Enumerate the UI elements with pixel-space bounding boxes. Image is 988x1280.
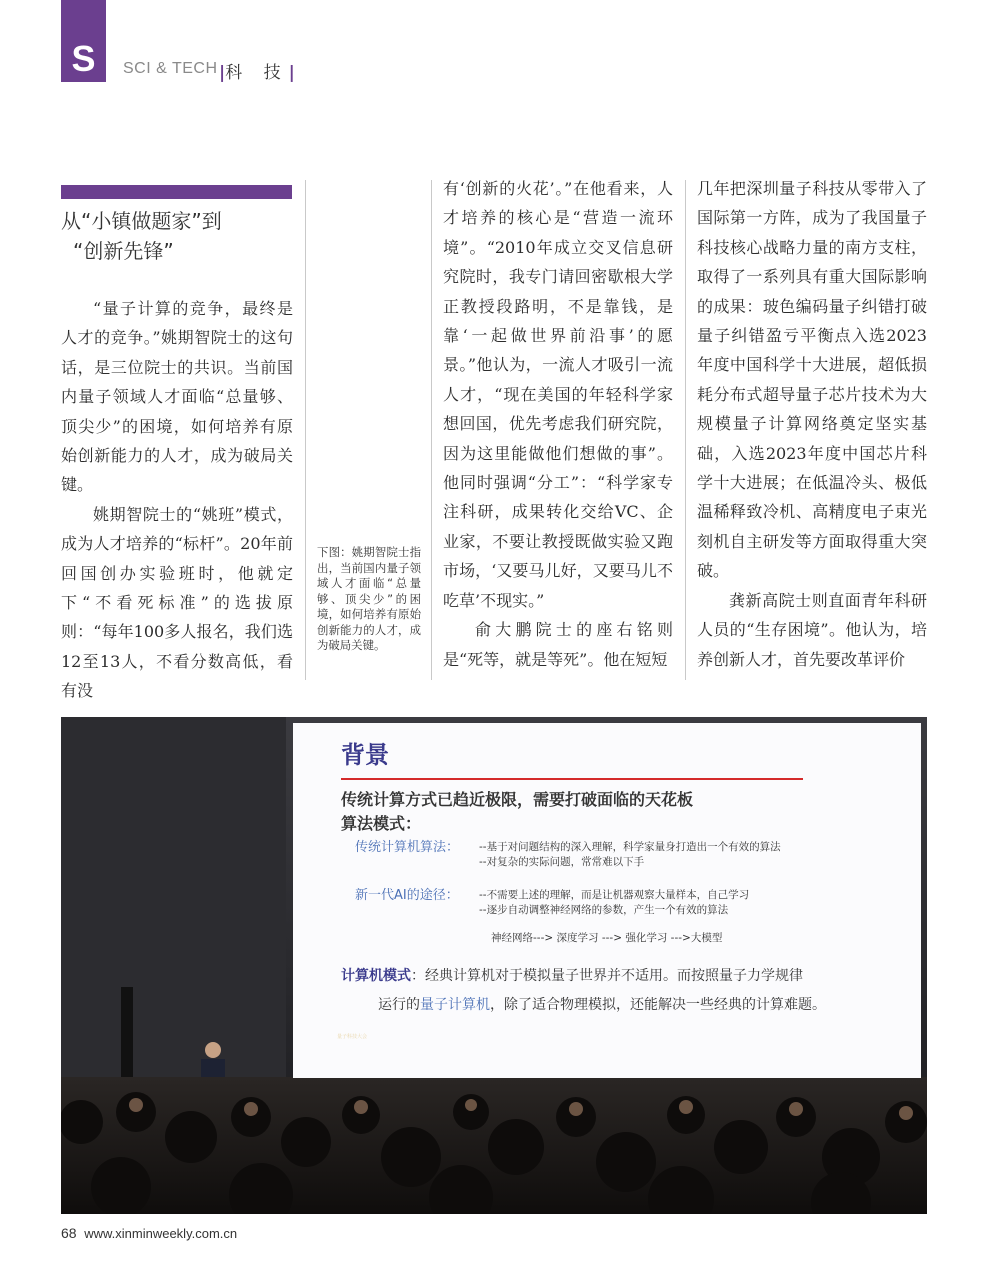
page-footer xyxy=(61,1225,237,1241)
paragraph: 龚新高院士则直面青年科研人员的“生存困境”。他认为，培养创新人才，首先要改革评价 xyxy=(697,590,927,669)
section-label-zh xyxy=(219,58,295,83)
column-divider xyxy=(685,180,686,680)
photo-caption: 下图：姚期智院士指出，当前国内量子领域人才面临“总量够、顶尖少”的困境，如何培养有原始创新能力的人才，成为破局关键。 xyxy=(317,545,421,652)
section-bar-right: | xyxy=(288,63,295,83)
section-bar-left: | xyxy=(219,63,226,83)
host-head xyxy=(205,1042,221,1058)
subheading xyxy=(61,206,301,266)
slide-cm-label: 计算机模式 xyxy=(341,968,411,984)
site-url[interactable]: www.xinminweekly.com.cn xyxy=(84,1226,238,1241)
column-divider xyxy=(305,180,306,680)
subheading-line-1: 从“小镇做题家”到 xyxy=(61,209,222,233)
section-title-zh: 科 技 xyxy=(225,63,289,83)
slide-trad-label: 传统计算机算法： xyxy=(355,840,460,855)
article-column-3 xyxy=(443,174,673,674)
slide-title-rule xyxy=(341,778,803,780)
column-divider xyxy=(431,180,432,680)
slide-chain: 神经网络---> 深度学习 ---> 强化学习 --->大模型 xyxy=(491,932,723,944)
page-number: 68 xyxy=(61,1225,77,1241)
slide-ai-label: 新一代AI的途径： xyxy=(355,888,459,903)
slide-title: 背景 xyxy=(341,741,389,769)
section-badge: S xyxy=(61,0,106,82)
slide-ai-line-1: --不需要上述的理解，而是让机器观察大量样本，自己学习 xyxy=(479,889,750,901)
slide-computer-mode xyxy=(341,965,803,985)
slide-ai-line-2: --逐步自动调整神经网络的参数，产生一个有效的算法 xyxy=(479,904,729,916)
slide-cm2-highlight: 量子计算机 xyxy=(420,997,490,1013)
slide-computer-mode-line-2 xyxy=(378,994,826,1014)
conference-photo xyxy=(61,717,927,1214)
presentation-slide xyxy=(293,723,921,1078)
article-column-4 xyxy=(697,174,927,674)
paragraph: 有‘创新的火花’。”在他看来，人才培养的核心是“营造一流环境”。“2010年成立交叉信息研究院时，我专门请回密歇根大学正教授段路明，不是靠钱，是靠‘一起做世界前沿事’的愿景。”他认为，一流人才吸引一流人才，“现在美国的年轻科学家想回国，优先考虑我们研究院，因为这里能做他们想做的事”。他同时强调“分工”：“科学家专注科研，成果转化交给VC、企业家，不要让教授既做实验又跑市场，‘又要马儿好，又要马儿不吃草’不现实。” xyxy=(443,179,673,610)
paragraph: 姚期智院士的“姚班”模式，成为人才培养的“标杆”。20年前回国创办实验班时，他就定下“不看死标准”的选拔原则：“每年100多人报名，我们选12至13人，不看分数高低，看有没 xyxy=(61,504,293,701)
slide-cm2-pre: 运行的 xyxy=(378,997,420,1013)
slide-trad-line-1: --基于对问题结构的深入理解，科学家量身打造出一个有效的算法 xyxy=(479,841,781,853)
paragraph: 几年把深圳量子科技从零带入了国际第一方阵，成为了我国量子科技核心战略力量的南方支柱，取得了一系列具有重大国际影响的成果：玻色编码量子纠错打破量子纠错盈亏平衡点入选2023年度中国科学十大进展，超低损耗分布式超导量子芯片技术为大规模量子计算网络奠定坚实基础，入选2023年度中国芯片科学十大进展；在低温冷头、极低温稀释致冷机、高精度电子束光刻机自主研发等方面取得重大突破。 xyxy=(697,179,927,581)
slide-algo-mode: 算法模式： xyxy=(341,814,422,833)
subheading-bar xyxy=(61,185,292,199)
podium-sign: 量子科技大会 xyxy=(336,1034,367,1040)
section-label-en: SCI & TECH xyxy=(123,60,218,77)
subheading-line-2: “创新先锋” xyxy=(73,239,174,263)
slide-lead: 传统计算方式已趋近极限，需要打破面临的天花板 xyxy=(341,790,694,809)
slide-trad-line-2: --对复杂的实际问题，常常难以下手 xyxy=(479,856,645,868)
slide-cm-text: ：经典计算机对于模拟量子世界并不适用。而按照量子力学规律 xyxy=(411,968,803,984)
article-column-1 xyxy=(61,294,293,706)
paragraph: 俞大鹏院士的座右铭则是“死等，就是等死”。他在短短 xyxy=(443,620,673,669)
left-wall-panel xyxy=(61,717,286,1097)
paragraph: “量子计算的竞争，最终是人才的竞争。”姚期智院士的这句话，是三位院士的共识。当前国内量子领域人才面临“总量够、顶尖少”的困境，如何培养有原始创新能力的人才，成为破局关键。 xyxy=(61,299,293,495)
slide-cm2-post: ，除了适合物理模拟，还能解决一些经典的计算难题。 xyxy=(490,997,826,1013)
